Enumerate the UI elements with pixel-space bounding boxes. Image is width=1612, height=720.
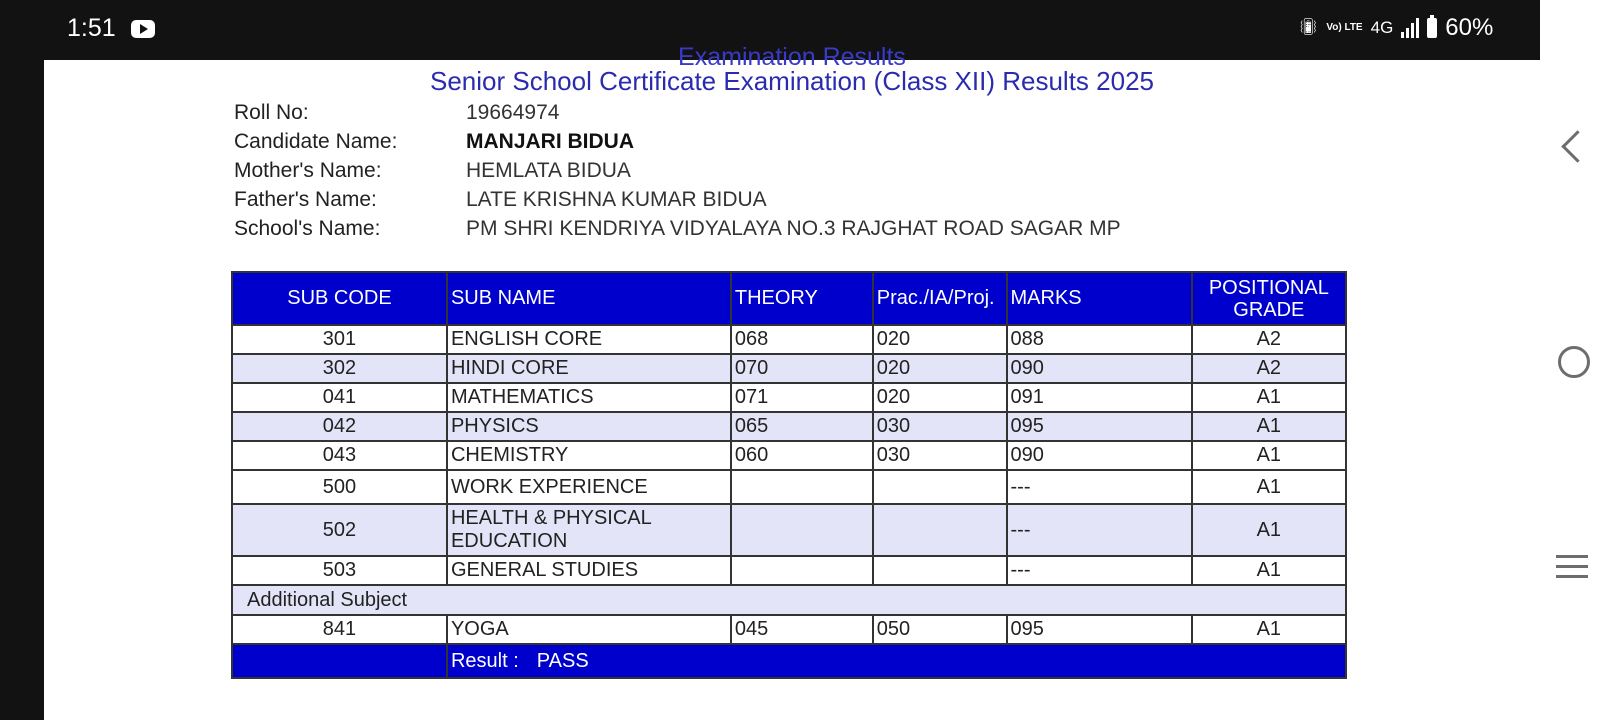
col-grade: POSITIONAL GRADE	[1192, 272, 1346, 325]
marks-cell: 095	[1007, 412, 1192, 441]
theory-cell: 068	[731, 325, 873, 354]
marks-table	[231, 271, 1347, 679]
practical-cell: 030	[873, 412, 1007, 441]
practical-cell	[873, 470, 1007, 504]
table-row	[232, 441, 1346, 470]
marks-cell: ---	[1007, 470, 1192, 504]
school-name-row	[234, 214, 1121, 243]
practical-cell	[873, 504, 1007, 556]
candidate-name-row	[234, 127, 1121, 156]
col-sub-name: SUB NAME	[447, 272, 731, 325]
volte-icon: Vo) LTE	[1326, 22, 1363, 33]
sub-name-cell: GENERAL STUDIES	[447, 556, 731, 585]
mother-name-label: Mother's Name:	[234, 158, 382, 182]
result-value: PASS	[536, 649, 589, 672]
table-row	[232, 354, 1346, 383]
grade-cell: A1	[1192, 470, 1346, 504]
grade-cell: A1	[1192, 441, 1346, 470]
father-name-value: LATE KRISHNA KUMAR BIDUA	[466, 187, 767, 211]
school-name-label: School's Name:	[234, 216, 381, 240]
sub-name-cell: PHYSICS	[447, 412, 731, 441]
theory-cell: 045	[731, 615, 873, 644]
sub-code-cell: 042	[232, 412, 447, 441]
page-title: Senior School Certificate Examination (Class XII) Results 2025	[430, 66, 1154, 96]
recents-icon[interactable]	[1556, 555, 1588, 585]
roll-no-value: 19664974	[466, 100, 560, 124]
grade-cell: A1	[1192, 412, 1346, 441]
vibrate-icon: 📳︎	[1298, 19, 1319, 36]
theory-cell	[731, 470, 873, 504]
sub-code-cell: 502	[232, 504, 447, 556]
signal-icon	[1401, 18, 1419, 38]
practical-cell: 020	[873, 325, 1007, 354]
theory-cell: 071	[731, 383, 873, 412]
practical-cell: 030	[873, 441, 1007, 470]
back-icon[interactable]	[1561, 130, 1594, 163]
sub-name-cell: YOGA	[447, 615, 731, 644]
theory-cell: 065	[731, 412, 873, 441]
result-label: Result :	[450, 649, 519, 672]
theory-cell	[731, 556, 873, 585]
marks-cell: 090	[1007, 441, 1192, 470]
theory-cell: 070	[731, 354, 873, 383]
sub-code-cell: 500	[232, 470, 447, 504]
sub-name-cell: HINDI CORE	[447, 354, 731, 383]
marks-cell: 095	[1007, 615, 1192, 644]
roll-no-label: Roll No:	[234, 100, 309, 124]
candidate-name-value: MANJARI BIDUA	[466, 129, 634, 153]
marks-cell: 090	[1007, 354, 1192, 383]
battery-percent: 60%	[1445, 14, 1494, 41]
sub-code-cell: 302	[232, 354, 447, 383]
grade-cell: A2	[1192, 354, 1346, 383]
candidate-info	[234, 98, 1121, 243]
mother-name-value: HEMLATA BIDUA	[466, 158, 631, 182]
practical-cell: 020	[873, 383, 1007, 412]
sub-name-cell: CHEMISTRY	[447, 441, 731, 470]
exam-heading: Examination Results	[678, 43, 906, 71]
table-row	[232, 615, 1346, 644]
table-row	[232, 556, 1346, 585]
results-page	[44, 43, 1540, 720]
table-header-row	[232, 272, 1346, 325]
sub-code-cell: 841	[232, 615, 447, 644]
table-row	[232, 325, 1346, 354]
sub-code-cell: 503	[232, 556, 447, 585]
marks-cell: 091	[1007, 383, 1192, 412]
table-row	[232, 383, 1346, 412]
grade-cell: A1	[1192, 383, 1346, 412]
grade-cell: A2	[1192, 325, 1346, 354]
table-row	[232, 504, 1346, 556]
battery-icon	[1427, 18, 1437, 38]
col-sub-code: SUB CODE	[232, 272, 447, 325]
practical-cell: 050	[873, 615, 1007, 644]
result-empty-cell	[232, 644, 447, 678]
theory-cell: 060	[731, 441, 873, 470]
col-marks: MARKS	[1007, 272, 1192, 325]
sub-code-cell: 041	[232, 383, 447, 412]
practical-cell	[873, 556, 1007, 585]
practical-cell: 020	[873, 354, 1007, 383]
sub-code-cell: 043	[232, 441, 447, 470]
sub-code-cell: 301	[232, 325, 447, 354]
home-icon[interactable]	[1558, 346, 1590, 378]
grade-cell: A1	[1192, 504, 1346, 556]
status-time: 1:51	[67, 14, 116, 42]
marks-cell: ---	[1007, 504, 1192, 556]
result-cell	[447, 644, 1346, 678]
sub-name-cell: MATHEMATICS	[447, 383, 731, 412]
navigation-bar	[1540, 0, 1612, 720]
marks-cell: ---	[1007, 556, 1192, 585]
additional-subject-row	[232, 585, 1346, 615]
grade-cell: A1	[1192, 556, 1346, 585]
candidate-name-label: Candidate Name:	[234, 129, 398, 153]
additional-subject-label: Additional Subject	[232, 585, 1346, 615]
father-name-row	[234, 185, 1121, 214]
youtube-icon	[131, 20, 155, 38]
table-row	[232, 470, 1346, 504]
roll-no-row	[234, 98, 1121, 127]
grade-cell: A1	[1192, 615, 1346, 644]
mother-name-row	[234, 156, 1121, 185]
school-name-value: PM SHRI KENDRIYA VIDYALAYA NO.3 RAJGHAT ROAD SAGAR MP	[466, 216, 1121, 240]
col-practical: Prac./IA/Proj.	[873, 272, 1007, 325]
sub-name-cell: ENGLISH CORE	[447, 325, 731, 354]
marks-cell: 088	[1007, 325, 1192, 354]
result-row	[232, 644, 1346, 678]
father-name-label: Father's Name:	[234, 187, 377, 211]
theory-cell	[731, 504, 873, 556]
sub-name-cell: WORK EXPERIENCE	[447, 470, 731, 504]
status-icons	[1298, 14, 1493, 42]
col-theory: THEORY	[731, 272, 873, 325]
network-type: 4G	[1370, 18, 1394, 37]
table-row	[232, 412, 1346, 441]
sub-name-cell: HEALTH & PHYSICAL EDUCATION	[447, 504, 731, 556]
